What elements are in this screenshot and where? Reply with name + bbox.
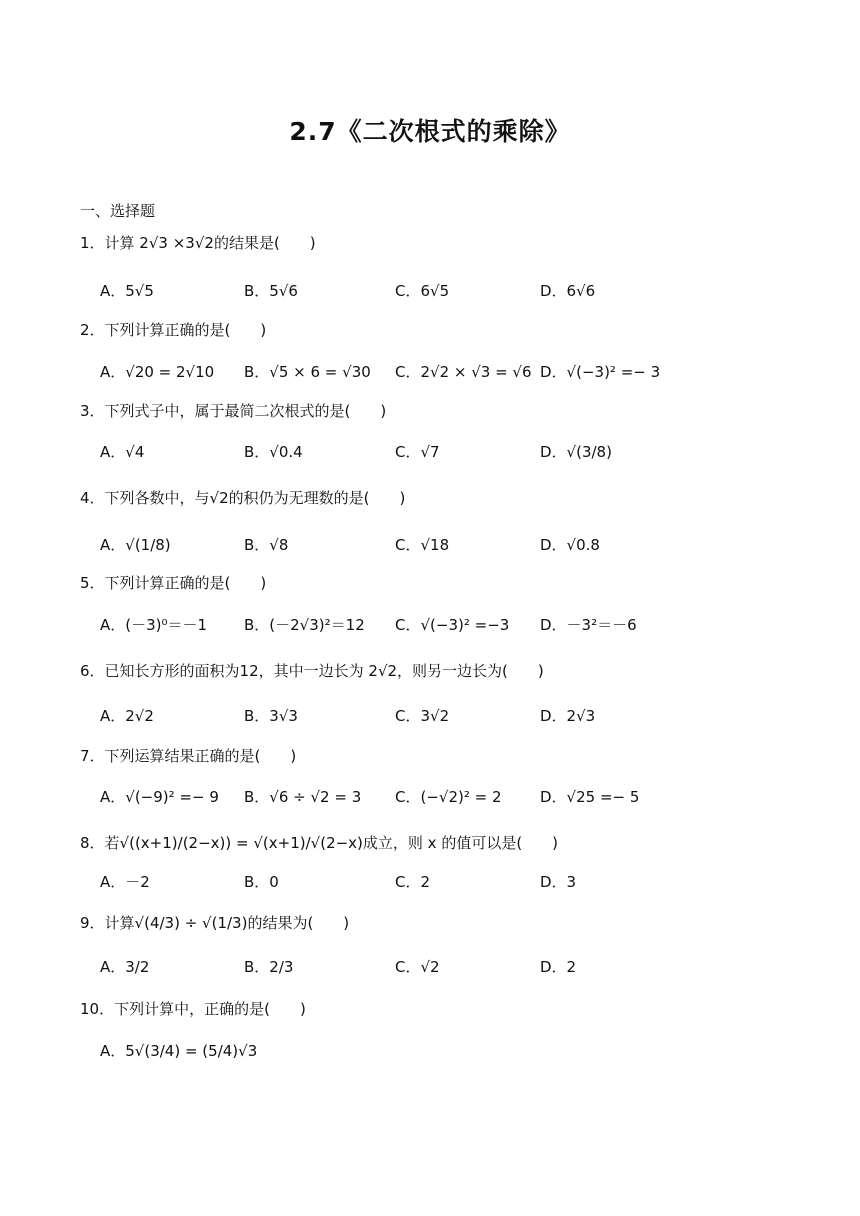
answer-option-b: B．2/3 [244,958,294,976]
question-stem: 9．计算√(4/3) ÷ √(1/3)的结果为( ) [80,914,350,932]
question-stem: 6．已知长方形的面积为12，其中一边长为 2√2，则另一边长为( ) [80,662,544,680]
answer-option-b: B．√8 [244,536,289,554]
question-stem: 1．计算 2√3 ×3√2的结果是( ) [80,234,316,252]
answer-option-b: B．5√6 [244,282,298,300]
answer-option-a: A．3/2 [100,958,150,976]
answer-option-c: C．(−√2)² = 2 [395,788,502,806]
answer-option-d: D．－3²＝－6 [540,616,637,634]
answer-option-d: D．√(3/8) [540,443,612,461]
answer-option-d: D．2√3 [540,707,596,725]
question-stem: 2．下列计算正确的是( ) [80,321,267,339]
answer-option-d: D．6√6 [540,282,596,300]
answer-option-d: D．2 [540,958,577,976]
answer-option-b: B．0 [244,873,279,891]
answer-option-d: D．√25 =− 5 [540,788,640,806]
answer-option-d: D．3 [540,873,577,891]
answer-option-c: C．√18 [395,536,450,554]
answer-option-a: A．5√(3/4) = (5/4)√3 [100,1042,258,1060]
answer-option-d: D．√0.8 [540,536,600,554]
answer-option-b: B．√5 × 6 = √30 [244,363,371,381]
answer-option-a: A．√(−9)² =− 9 [100,788,219,806]
page-title: 2.7《二次根式的乘除》 [289,117,571,146]
answer-option-c: C．2√2 × √3 = √6 [395,363,532,381]
question-stem: 7．下列运算结果正确的是( ) [80,747,297,765]
answer-option-a: A．√20 = 2√10 [100,363,215,381]
answer-option-a: A．－2 [100,873,150,891]
question-stem: 10．下列计算中，正确的是( ) [80,1000,306,1018]
answer-option-c: C．2 [395,873,431,891]
question-stem: 8．若√((x+1)/(2−x)) = √(x+1)/√(2−x)成立，则 x 的值可以是( ) [80,834,559,852]
answer-option-b: B．√6 ÷ √2 = 3 [244,788,362,806]
answer-option-b: B．√0.4 [244,443,303,461]
answer-option-a: A．5√5 [100,282,154,300]
section-heading: 一、选择题 [80,202,156,220]
answer-option-c: C．√(−3)² =−3 [395,616,510,634]
answer-option-c: C．√2 [395,958,440,976]
answer-option-a: A．(－3)⁰＝－1 [100,616,208,634]
answer-option-a: A．√4 [100,443,145,461]
question-stem: 5．下列计算正确的是( ) [80,574,267,592]
answer-option-b: B．(－2√3)²＝12 [244,616,365,634]
answer-option-a: A．2√2 [100,707,154,725]
answer-option-b: B．3√3 [244,707,298,725]
answer-option-a: A．√(1/8) [100,536,171,554]
question-stem: 4．下列各数中，与√2的积仍为无理数的是( ) [80,489,406,507]
answer-option-c: C．3√2 [395,707,450,725]
answer-option-d: D．√(−3)² =− 3 [540,363,661,381]
question-stem: 3．下列式子中，属于最简二次根式的是( ) [80,402,387,420]
answer-option-c: C．√7 [395,443,440,461]
answer-option-c: C．6√5 [395,282,450,300]
